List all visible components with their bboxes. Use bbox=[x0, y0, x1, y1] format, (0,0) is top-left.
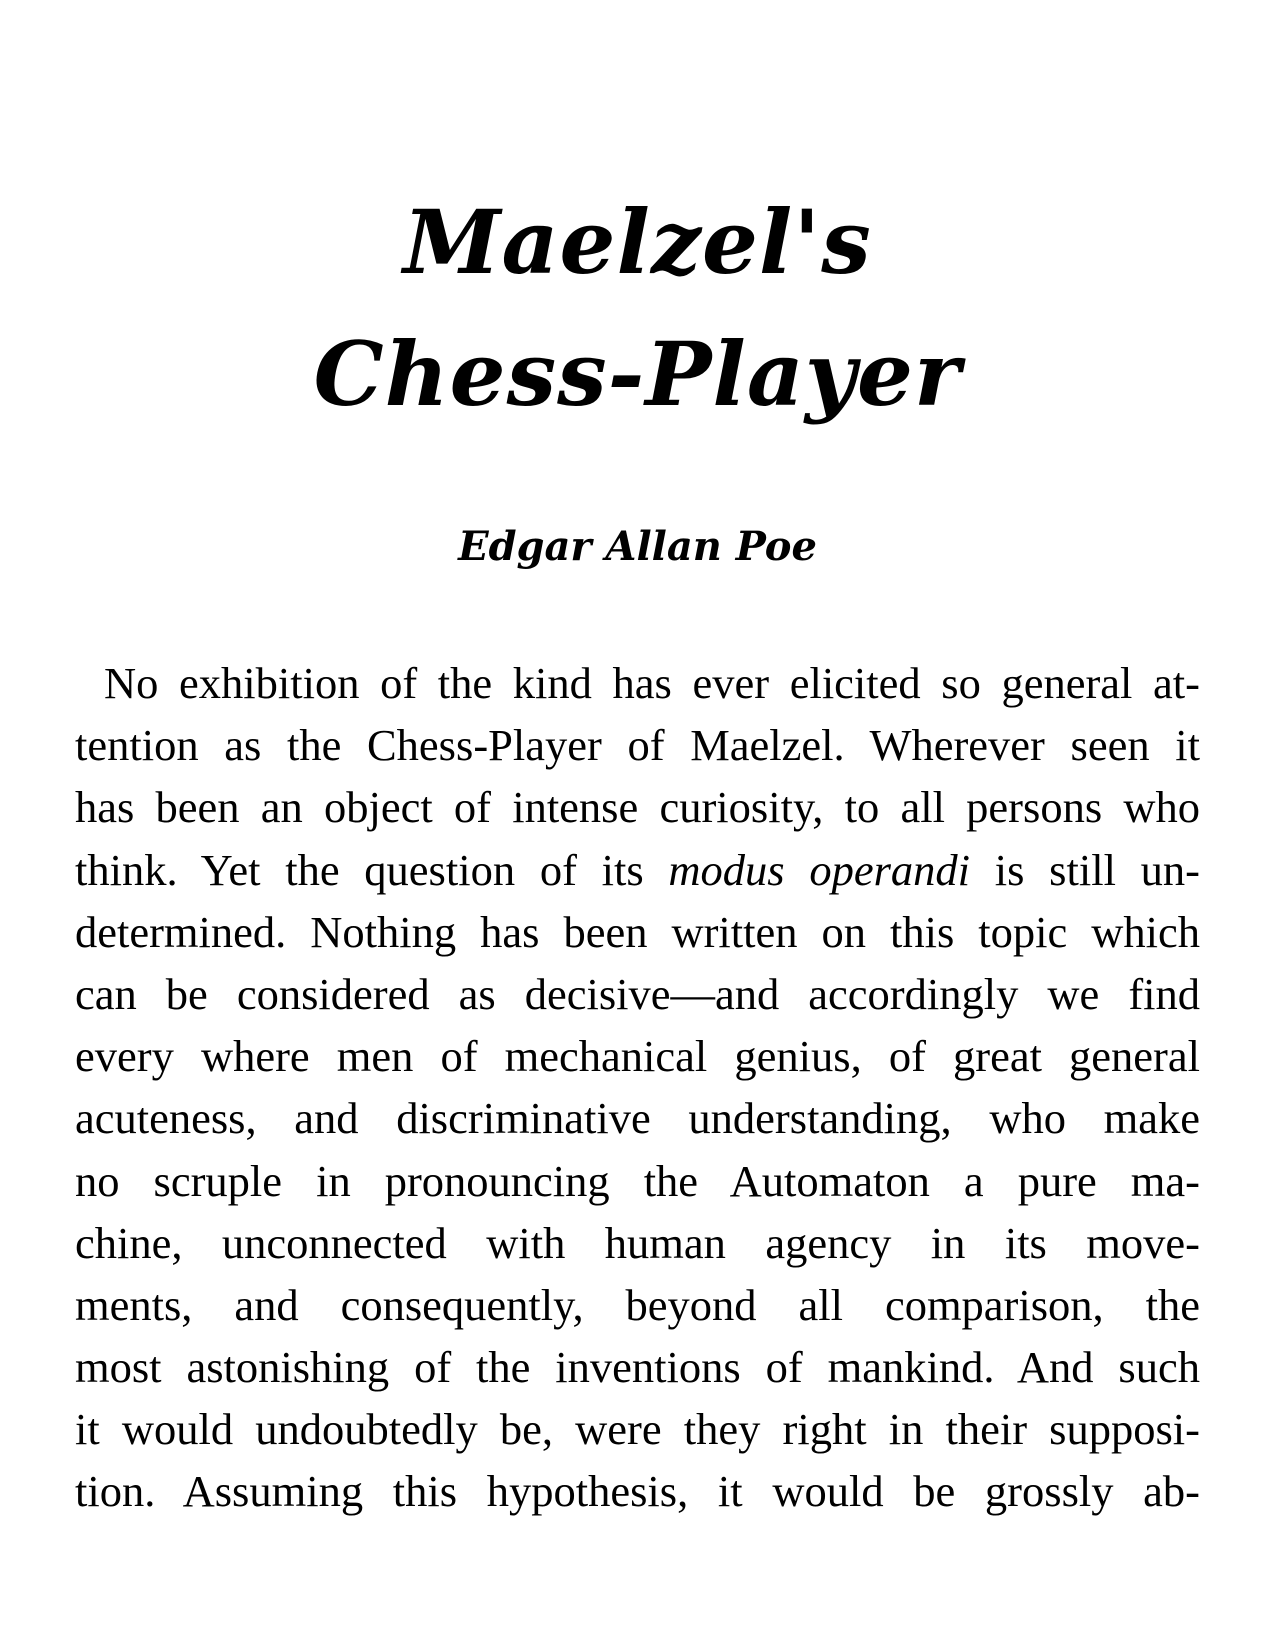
body-line: tention as the Chess-Player of Maelzel. Wherever seen it bbox=[75, 720, 1200, 771]
body-line: has been an object of intense curiosity, to all persons who bbox=[75, 782, 1200, 833]
body-line: every where men of mechanical genius, of great general bbox=[75, 1031, 1200, 1082]
author-name: Edgar Allan Poe bbox=[458, 523, 817, 570]
body-line: it would undoubtedly be, were they right in their supposi- bbox=[75, 1404, 1200, 1455]
body-line: can be considered as decisive—and accordingly we find bbox=[75, 968, 1200, 1019]
body-paragraph bbox=[75, 652, 1200, 1523]
title-line-2: Chess-Player bbox=[313, 322, 962, 426]
body-line-text: think. Yet the question of its bbox=[75, 844, 669, 895]
body-line: acuteness, and discriminative understanding, who make bbox=[75, 1093, 1200, 1144]
title-line-1: Maelzel's bbox=[403, 190, 872, 294]
body-line: No exhibition of the kind has ever elicited so general at- bbox=[104, 658, 1200, 708]
italic-phrase: modus operandi bbox=[668, 844, 971, 895]
body-line: determined. Nothing has been written on this topic which bbox=[75, 906, 1200, 957]
body-line bbox=[75, 839, 1200, 901]
body-line: no scruple in pronouncing the Automaton a pure ma- bbox=[75, 1155, 1200, 1206]
body-line: ments, and consequently, beyond all comparison, the bbox=[75, 1279, 1200, 1330]
body-line: tion. Assuming this hypothesis, it would be grossly ab- bbox=[75, 1466, 1200, 1517]
body-line: most astonishing of the inventions of mankind. And such bbox=[75, 1342, 1200, 1393]
body-line: chine, unconnected with human agency in its move- bbox=[75, 1217, 1200, 1268]
body-line-text: is still un- bbox=[970, 844, 1200, 895]
